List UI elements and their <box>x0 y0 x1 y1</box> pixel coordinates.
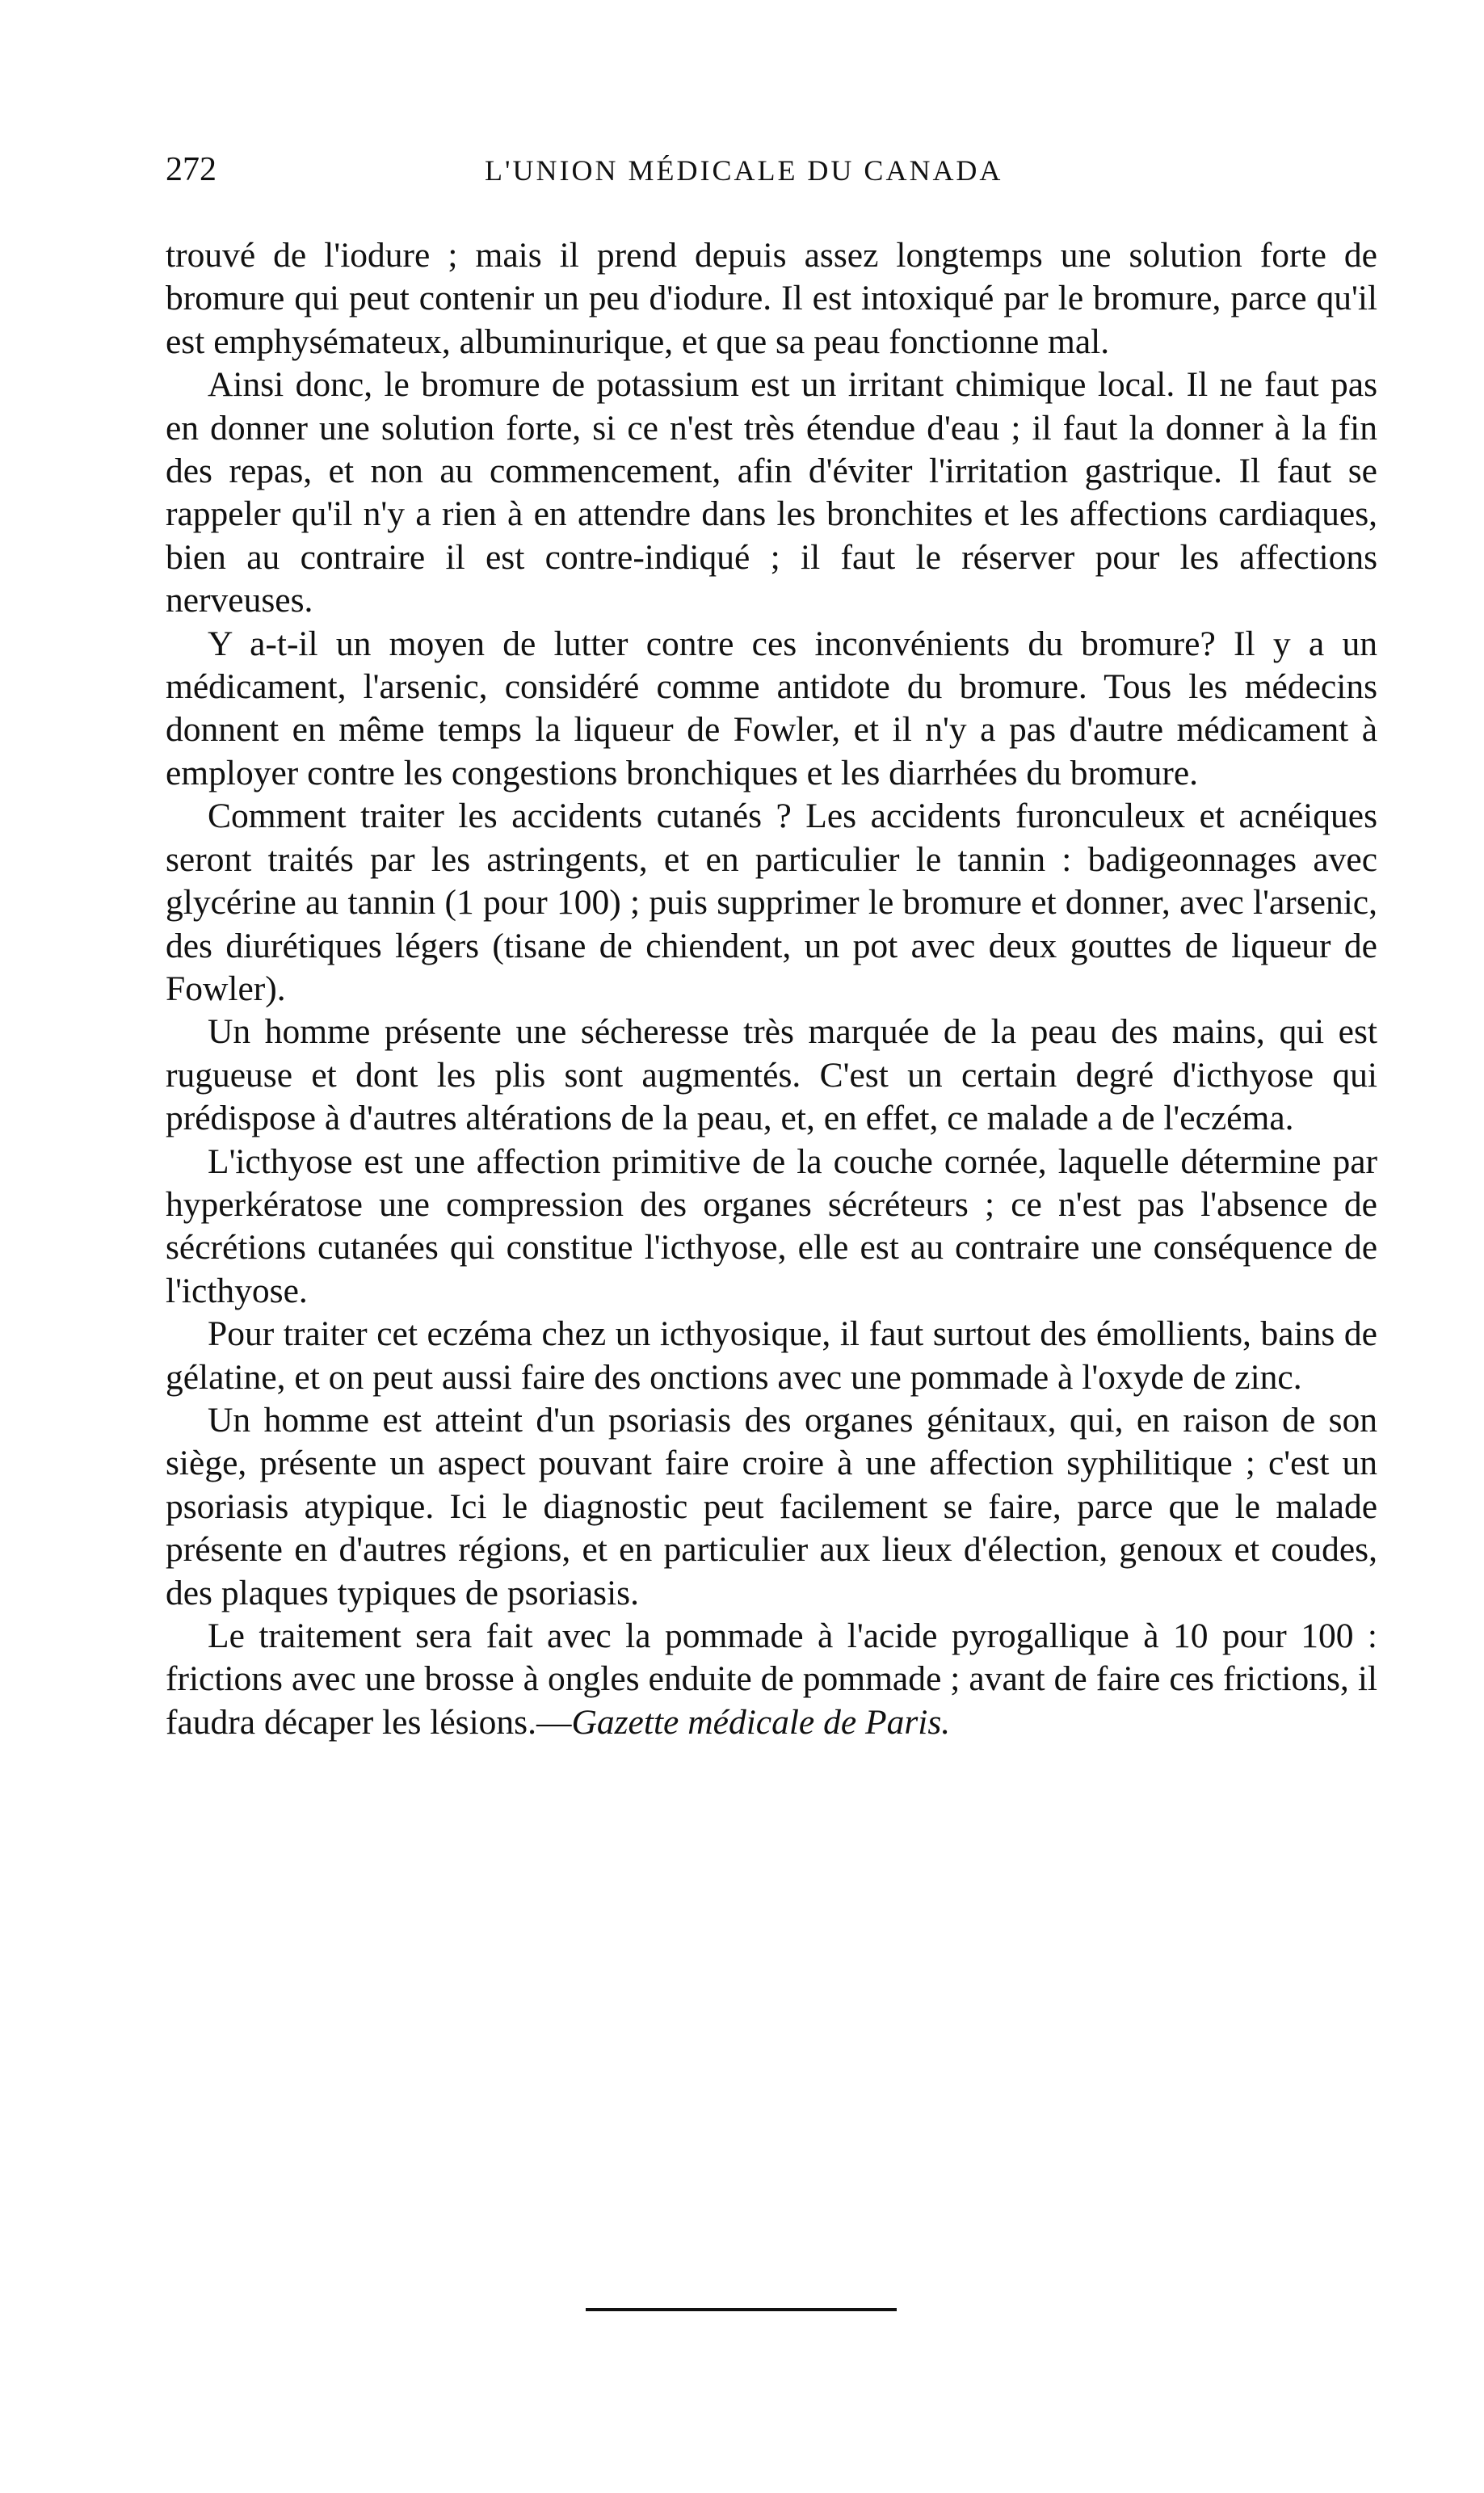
running-header <box>166 150 1377 199</box>
source-citation: Gazette médicale de Paris. <box>571 1702 951 1742</box>
paragraph: Ainsi donc, le bromure de potassium est un irritant chimique local. Il ne faut pas en donner une solution forte, si ce n'est très étendue d'eau ; il faut la donner à la fin des repas, et non au commencement, afin d'éviter l'irritation gastrique. Il faut se rappeler qu'il n'y a rien à en attendre dans les bronchites et les affections cardiaques, bien au contraire il est contre-indiqué ; il faut le réserver pour les affections nerveuses. <box>166 365 1377 620</box>
paragraph: Un homme présente une sécheresse très marquée de la peau des mains, qui est rugueuse et dont les plis sont augmentés. C'est un certain degré d'icthyose qui prédispose à d'autres altérations de la peau, et, en effet, ce malade a de l'eczéma. <box>166 1012 1377 1138</box>
paragraph: Un homme est atteint d'un psoriasis des organes génitaux, qui, en raison de son siège, présente un aspect pouvant faire croire à une affection syphilitique ; c'est un psoriasis atypique. Ici le diagnostic peut facilement se faire, parce que le malade présente en d'autres régions, et en particulier aux lieux d'élection, genoux et coudes, des plaques typiques de psoriasis. <box>166 1400 1377 1612</box>
journal-title: L'UNION MÉDICALE DU CANADA <box>485 154 1003 187</box>
end-divider <box>586 2308 897 2311</box>
paragraph: Comment traiter les accidents cutanés ? Les accidents furonculeux et acnéiques seront traités par les astringents, et en particulier le tannin : badigeonnages avec glycérine au tannin (1 pour 100) ; puis supprimer le bromure et donner, avec l'arsenic, des diurétiques légers (tisane de chiendent, un pot avec deux gouttes de liqueur de Fowler). <box>166 797 1377 1008</box>
article-body <box>166 234 1377 1744</box>
paragraph: L'icthyose est une affection primitive de la couche cornée, laquelle détermine par hyperkératose une compression des organes sécréteurs ; ce n'est pas l'absence de sécrétions cutanées qui constitue l'icthyose, elle est au contraire une conséquence de l'icthyose. <box>166 1141 1377 1310</box>
paragraph-last-text: Le traitement sera fait avec la pommade à l'acide pyrogallique à 10 pour 100 : frictions avec une brosse à ongles enduite de pommade ; avant de faire ces frictions, il faudra décaper les lésions.— <box>166 1616 1377 1742</box>
page-number: 272 <box>166 151 217 188</box>
paragraph-last <box>166 1615 1377 1744</box>
paragraph: trouvé de l'iodure ; mais il prend depuis assez longtemps une solution forte de bromure qui peut contenir un peu d'iodure. Il est intoxiqué par le bromure, parce qu'il est emphysémateux, albuminurique, et que sa peau fonctionne mal. <box>166 236 1377 361</box>
paragraph: Pour traiter cet eczéma chez un icthyosique, il faut surtout des émollients, bains de gélatine, et on peut aussi faire des onctions avec une pommade à l'oxyde de zinc. <box>166 1314 1377 1397</box>
paragraph: Y a-t-il un moyen de lutter contre ces inconvénients du bromure? Il y a un médicament, l'arsenic, considéré comme antidote du bromure. Tous les médecins donnent en même temps la liqueur de Fowler, et il n'y a pas d'autre médicament à employer contre les congestions bronchiques et les diarrhées du bromure. <box>166 624 1377 792</box>
